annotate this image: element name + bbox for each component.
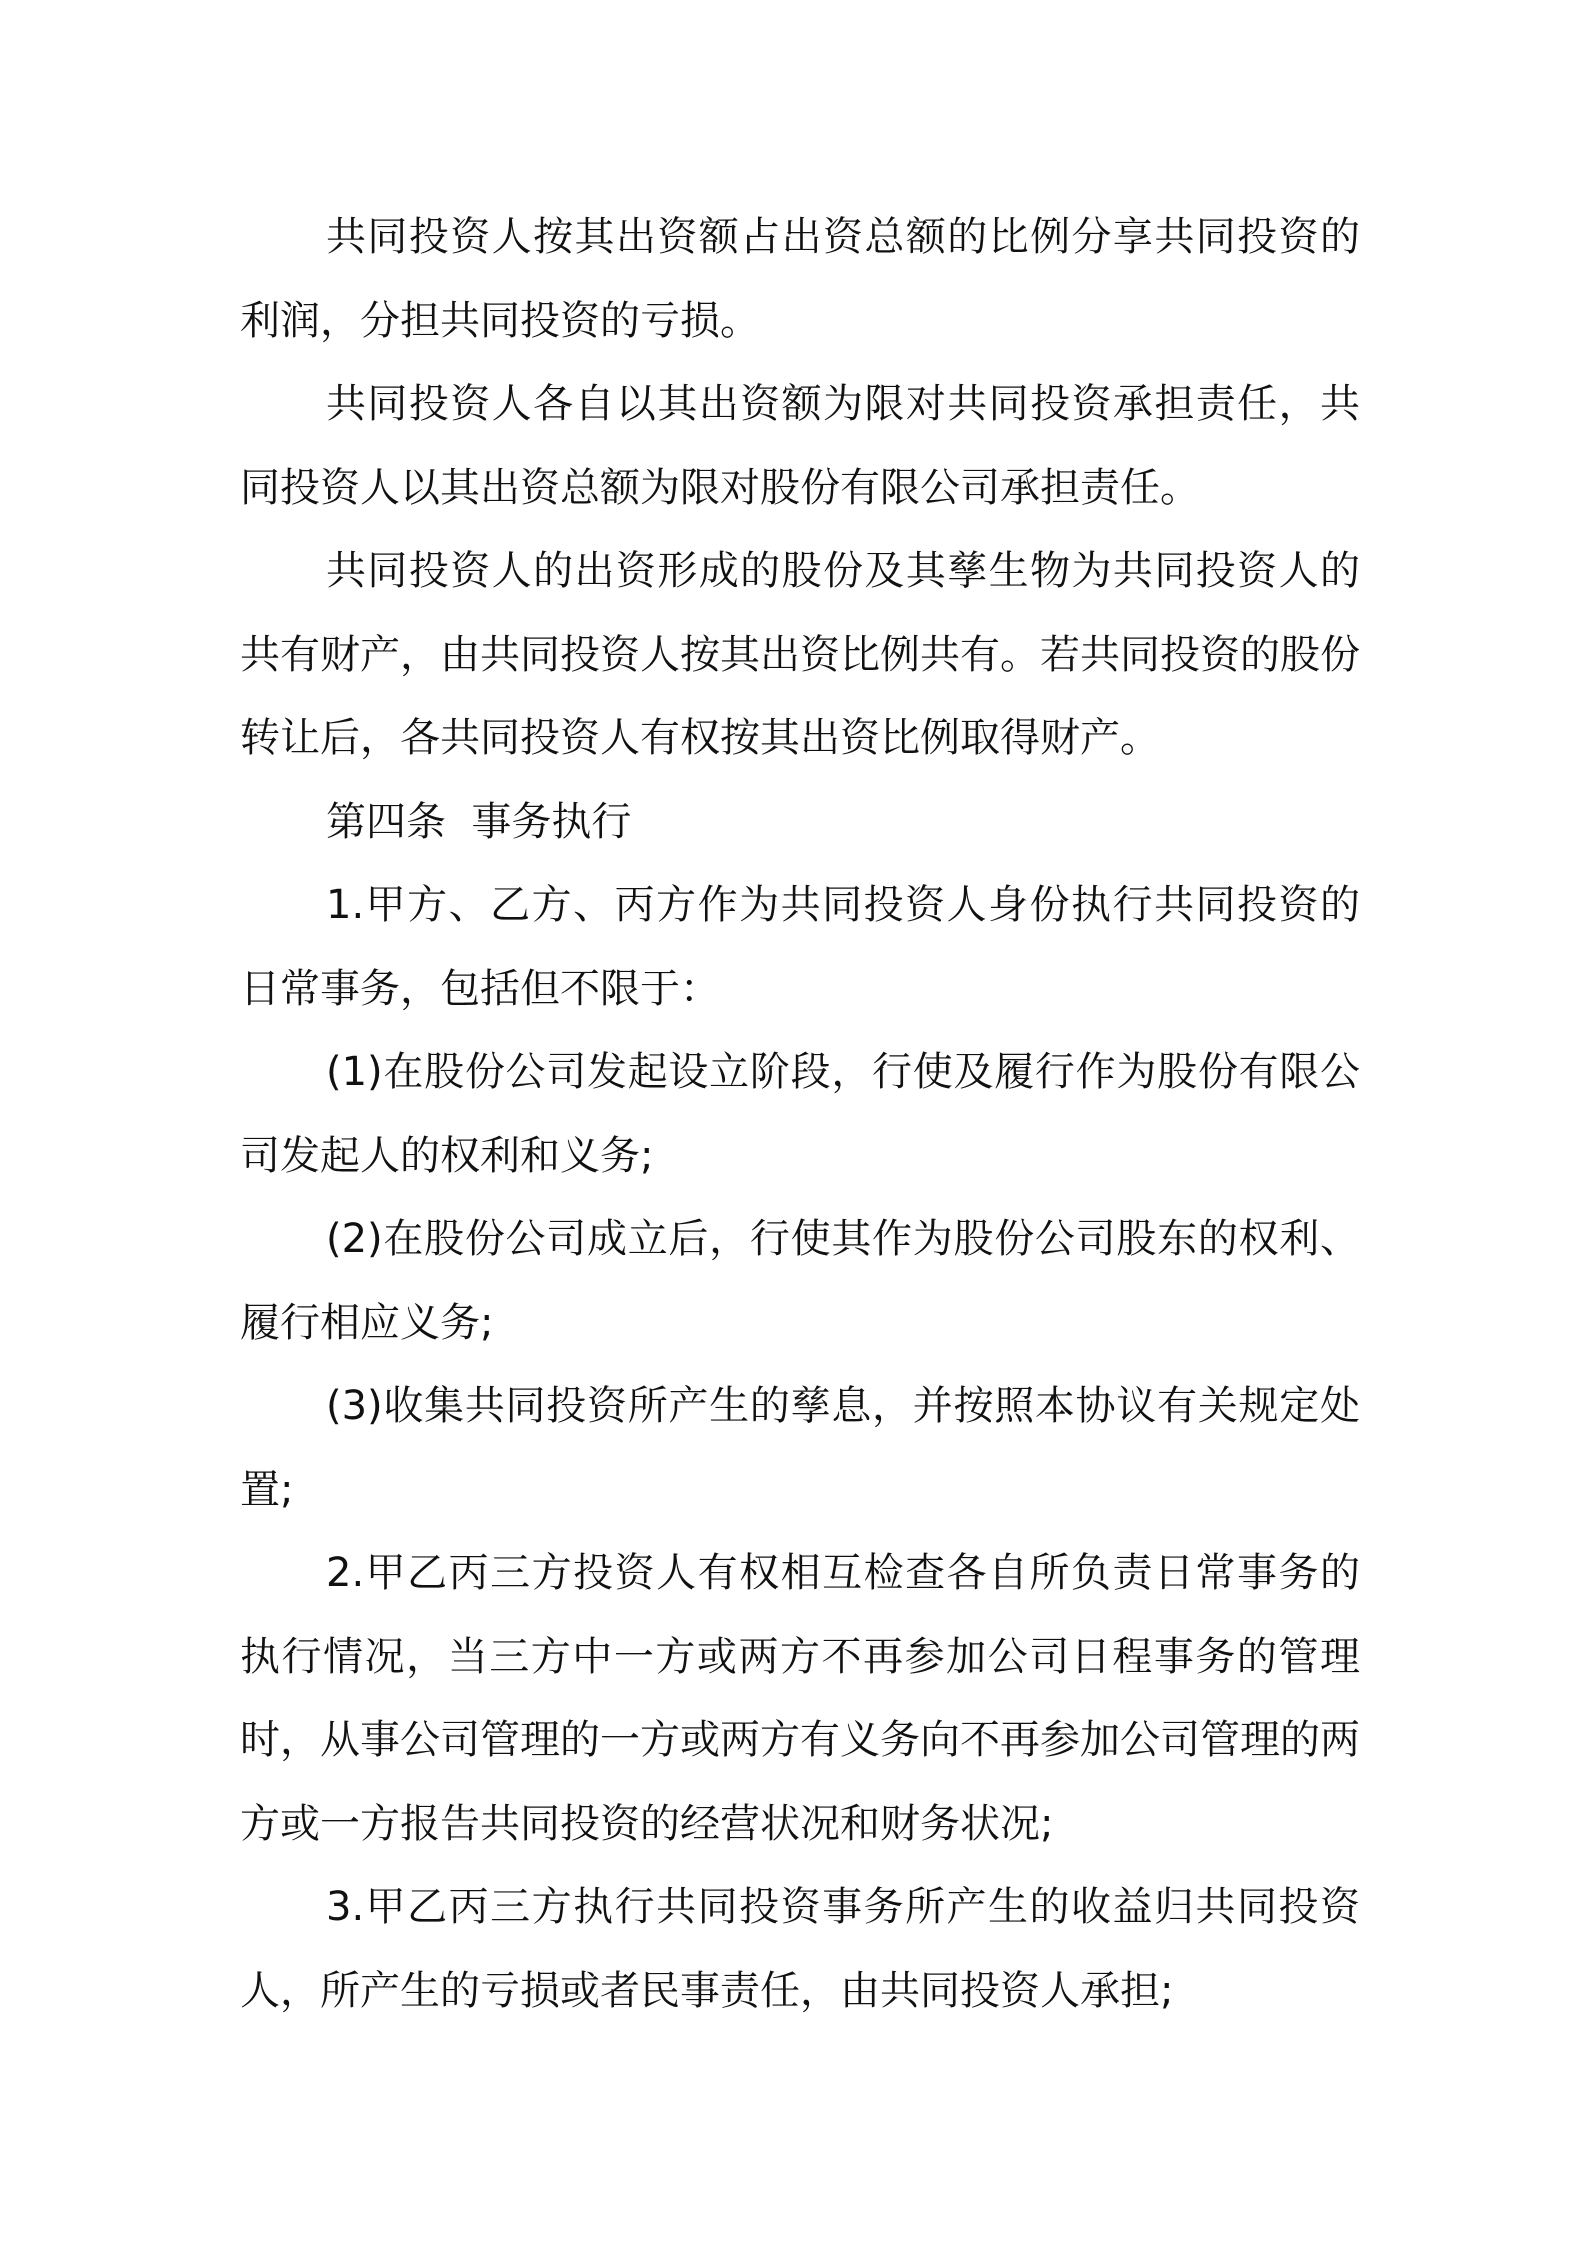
paragraph-common-property: 共同投资人的出资形成的股份及其孳生物为共同投资人的共有财产，由共同投资人按其出资比例共有。若共同投资的股份转让后，各共同投资人有权按其出资比例取得财产。 xyxy=(240,548,1360,761)
document-body xyxy=(240,196,1360,2033)
paragraph-profit-sharing: 共同投资人按其出资额占出资总额的比例分享共同投资的利润，分担共同投资的亏损。 xyxy=(240,214,1360,344)
clause-3: 3.甲乙丙三方执行共同投资事务所产生的收益归共同投资人，所产生的亏损或者民事责任，由共同投资人承担; xyxy=(240,1884,1360,2014)
clause-1-item-2: (2)在股份公司成立后，行使其作为股份公司股东的权利、履行相应义务; xyxy=(240,1216,1360,1346)
clause-1-item-3: (3)收集共同投资所产生的孳息，并按照本协议有关规定处置; xyxy=(240,1383,1360,1513)
clause-2: 2.甲乙丙三方投资人有权相互检查各自所负责日常事务的执行情况，当三方中一方或两方不再参加公司日程事务的管理时，从事公司管理的一方或两方有义务向不再参加公司管理的两方或一方报告共同投资的经营状况和财务状况; xyxy=(240,1550,1360,1847)
section-heading: 第四条 事务执行 xyxy=(326,798,632,845)
clause-1: 1.甲方、乙方、丙方作为共同投资人身份执行共同投资的日常事务，包括但不限于： xyxy=(240,882,1360,1012)
paragraph-liability: 共同投资人各自以其出资额为限对共同投资承担责任，共同投资人以其出资总额为限对股份有限公司承担责任。 xyxy=(240,381,1360,511)
clause-1-item-1: (1)在股份公司发起设立阶段，行使及履行作为股份有限公司发起人的权利和义务; xyxy=(240,1049,1360,1179)
